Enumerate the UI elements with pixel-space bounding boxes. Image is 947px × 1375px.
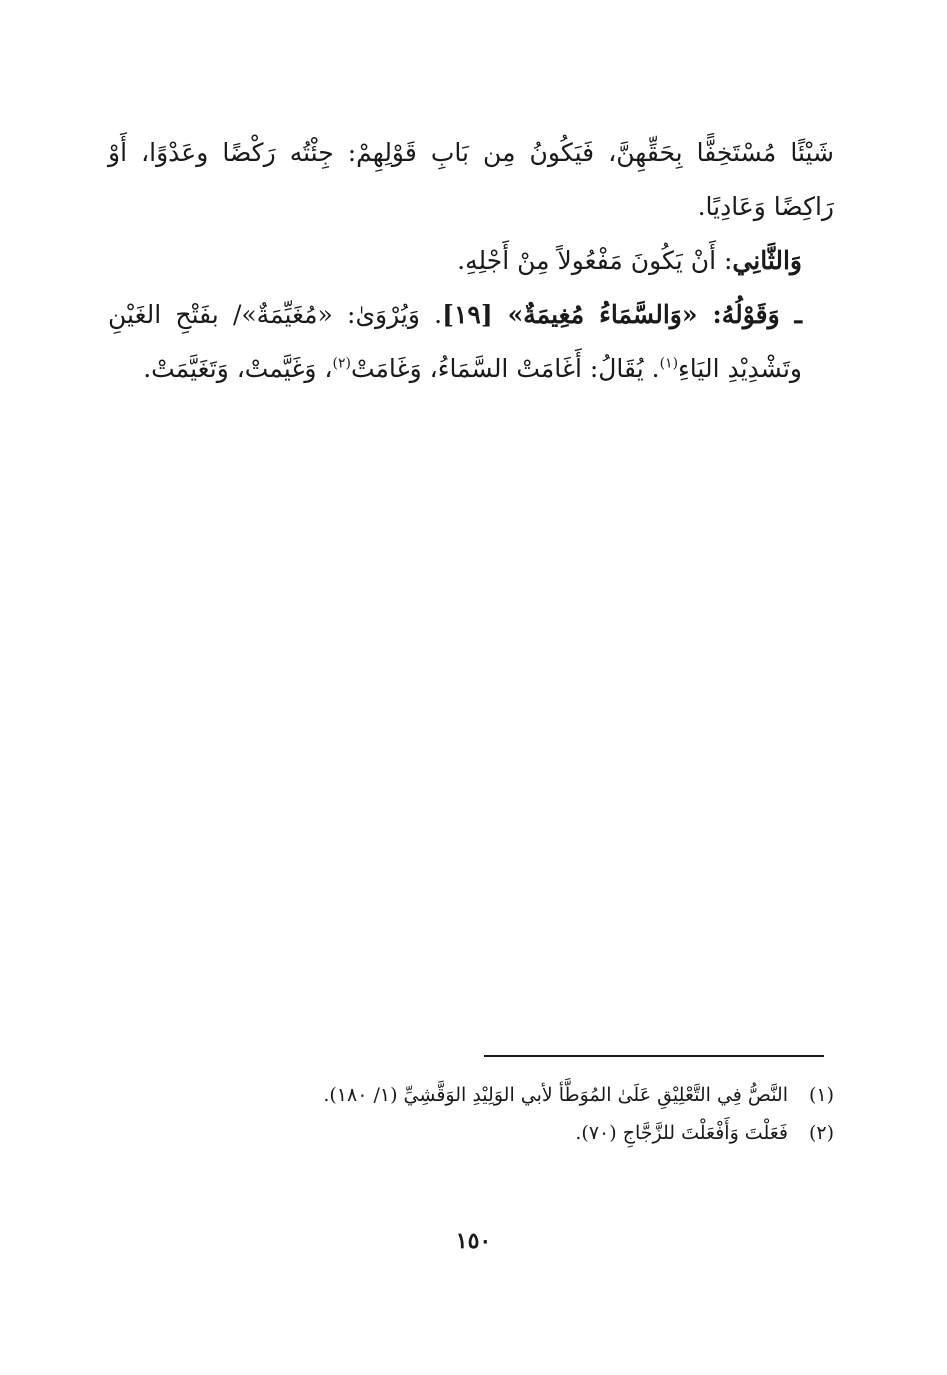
main-text: [108, 126, 834, 396]
footnote-separator: [484, 1055, 824, 1057]
paragraph-3-lead: ـ وَقَوْلُهُ: «وَالسَّمَاءُ مُغِيمَةٌ» [١٩]: [442, 300, 802, 329]
paragraph-2: [108, 234, 834, 288]
footnote-1-number: (١): [808, 1084, 834, 1106]
paragraph-1-text: شَيْئًا مُسْتَخِفًّا بِحَقِّهِنَّ، فَيَكُونُ مِن بَابِ قَوْلِهِمْ: جِئْتُه رَكْضًا وعَدْوًا، أَوْ رَاكِضًا وَعَادِيًا.: [108, 138, 834, 221]
paragraph-1: [108, 126, 834, 234]
footnote-2: [108, 1114, 834, 1152]
paragraph-3-text-2: . يُقَالُ: أَغَامَتْ السَّمَاءُ، وَغَامَتْ: [350, 354, 660, 383]
footnote-2-text: فَعَلْتَ وَأَفْعَلْتَ للزَّجَّاجِ (٧٠).: [575, 1122, 788, 1144]
footnote-2-number: (٢): [808, 1122, 834, 1144]
paragraph-2-lead: وَالثَّانِي: [732, 246, 802, 275]
page-number: ١٥٠: [455, 1228, 492, 1254]
paragraph-3-text: . وَيُرْوَىٰ: «مُغَيِّمَةٌ»/ بفَتْحِ الغَيْنِ وتَشْدِيْدِ اليَاءِ: [108, 300, 802, 383]
footnote-ref-2[interactable]: (٢): [332, 355, 351, 372]
paragraph-2-text: : أَنْ يَكُونَ مَفْعُولاً مِنْ أَجْلِهِ.: [457, 246, 733, 275]
footnotes: [108, 1076, 834, 1152]
paragraph-3: [108, 288, 834, 396]
footnote-ref-1[interactable]: (١): [659, 355, 679, 372]
footnote-1: [108, 1076, 834, 1114]
paragraph-3-text-3: ، وَغَيَّمتْ، وَتَغَيَّمَتْ.: [143, 354, 333, 383]
footnote-1-text: النَّصُّ فِي التَّعْلِيْقِ عَلَىٰ المُوَطَّأ لأبي الوَلِيْدِ الوَقَّشِيِّ (١/ ١٨٠).: [323, 1084, 788, 1106]
